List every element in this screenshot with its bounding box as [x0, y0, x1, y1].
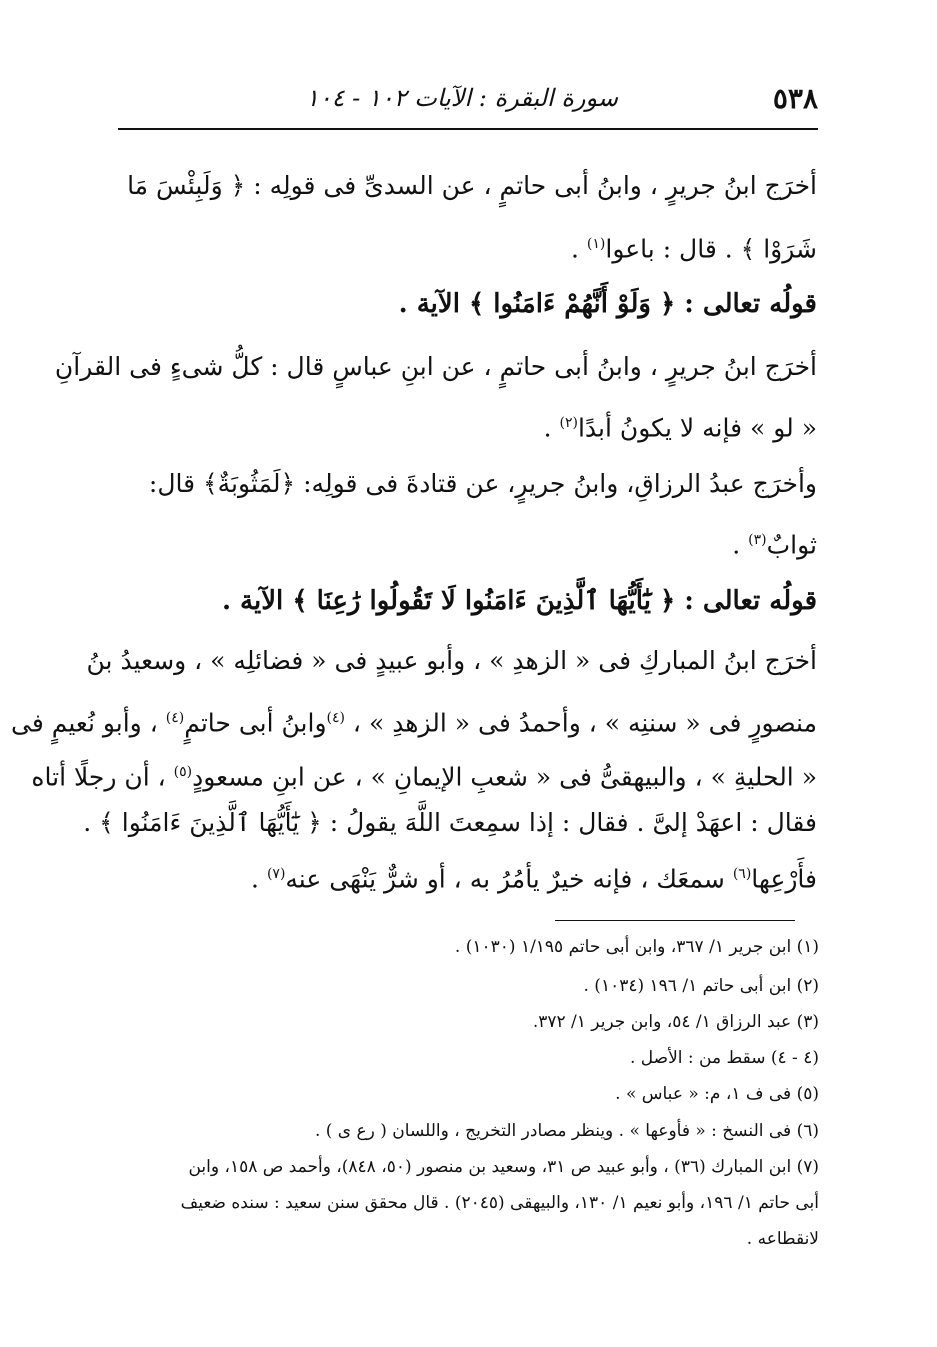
footnote: (٧) ابن المبارك (٣٦) ، وأبو عبيد ص ٣١، وسعيد بن منصور (٥٠، ٨٤٨)، وأحمد ص ١٥٨، وابن [188, 1157, 819, 1177]
footnote-marker: (٢) [559, 415, 578, 431]
running-title: سورة البقرة : الآيات ١٠٢ - ١٠٤ [305, 84, 618, 112]
page-number: ٥٣٨ [772, 82, 818, 115]
paragraph-line: أخرَج ابنُ جريرٍ ، وابنُ أبى حاتمٍ ، عن السدىِّ فى قولِه : ﴿ وَلَبِئْسَ مَا [127, 171, 817, 200]
footnote-marker: (٤) [326, 710, 345, 726]
footnote-marker: (١) [586, 236, 606, 252]
paragraph-line: فقال : اعهَدْ إلىَّ . فقال : إذا سمِعتَ اللَّهَ يقولُ : ﴿ يَٰٓأَيُّهَا ٱلَّذِينَ ءَامَنُوا ﴾ . [83, 808, 817, 837]
text-run: سمعَك ، فإنه خيرٌ يأمُرُ به ، أو شرٌّ يَنْهَى عنه [285, 864, 733, 894]
paragraph-line [251, 856, 817, 897]
header-rule [118, 128, 818, 130]
section-heading: قولُه تعالى : ﴿ وَلَوْ أَنَّهُمْ ءَامَنُوا ﴾ الآية . [398, 289, 817, 319]
text-run: منصورٍ فى « سننِه » ، وأحمدُ فى « الزهدِ » ، [344, 708, 817, 738]
footnote: (١) ابن جرير ١/ ٣٦٧، وابن أبى حاتم ١/١٩٥ (١٠٣٠) . [454, 937, 819, 957]
footnote-marker: (٦) [732, 866, 752, 882]
paragraph-line: أخرَج ابنُ المباركِ فى « الزهدِ » ، وأبو عبيدٍ فى « فضائلِه » ، وسعيدُ بنُ [86, 646, 817, 675]
footnote: (٤ - ٤) سقط من : الأصل . [629, 1048, 819, 1068]
text-run: فأَرْعِها [751, 864, 817, 894]
paragraph-line [11, 700, 817, 741]
footnote-rule [555, 920, 795, 921]
footnote: أبى حاتم ١/ ١٩٦، وأبو نعيم ١/ ١٣٠، والبيهقى (٢٠٤٥) . قال محقق سنن سعيد : سنده ضعيف [180, 1193, 819, 1213]
footnote-marker: (٣) [748, 532, 767, 548]
text-run: . [571, 234, 587, 264]
footnote-marker: (٧) [266, 866, 286, 882]
paragraph-line: أخرَج ابنُ جريرٍ ، وابنُ أبى حاتمٍ ، عن ابنِ عباسٍ قال : كلُّ شىءٍ فى القرآنِ [54, 352, 817, 381]
text-run: وابنُ أبى حاتمٍ [184, 708, 327, 738]
text-run: « الحليةِ » ، والبيهقىُّ فى « شعبِ الإيمانِ » ، عن ابنِ مسعودٍ [192, 762, 817, 792]
footnote: (٣) عبد الرزاق ١/ ٥٤، وابن جرير ١/ ٣٧٢. [532, 1012, 819, 1032]
text-run: شَرَوْا ﴾ . قال : باعوا [605, 234, 817, 264]
section-heading: قولُه تعالى : ﴿ يَٰٓأَيُّهَا ٱلَّذِينَ ءَامَنُوا لَا تَقُولُوا رَٰعِنَا ﴾ الآية . [221, 586, 817, 616]
footnote-marker: (٥) [173, 764, 193, 780]
text-run: ، وأبو نُعيمٍ فى [10, 708, 166, 738]
text-run: . [732, 530, 749, 560]
text-run: . [543, 413, 560, 443]
paragraph-line [544, 405, 817, 446]
footnote: (٦) فى النسخ : « فأوعها » . وينظر مصادر التخريج ، واللسان ( رع ى ) . [314, 1121, 819, 1141]
paragraph-line: وأخرَج عبدُ الرزاقِ، وابنُ جريرٍ، عن قتادةَ فى قولِه: ﴿لَمَثُوبَةٌ﴾ قال: [148, 469, 817, 498]
footnote: لانقطاعه . [746, 1229, 819, 1249]
footnote: (٥) فى ف ١، م: « عباس » . [615, 1084, 819, 1104]
text-run: ، أن رجلًا أتاه [31, 762, 174, 792]
page-header [118, 82, 818, 120]
paragraph-line [571, 226, 817, 267]
paragraph-line [732, 522, 817, 563]
text-run: . [251, 864, 267, 894]
text-run: ثوابٌ [766, 530, 817, 560]
paragraph-line [31, 754, 817, 795]
text-run: « لو » فإنه لا يكونُ أبدًا [577, 413, 817, 443]
footnote-marker: (٤) [165, 710, 185, 726]
footnote: (٢) ابن أبى حاتم ١/ ١٩٦ (١٠٣٤) . [583, 976, 819, 996]
